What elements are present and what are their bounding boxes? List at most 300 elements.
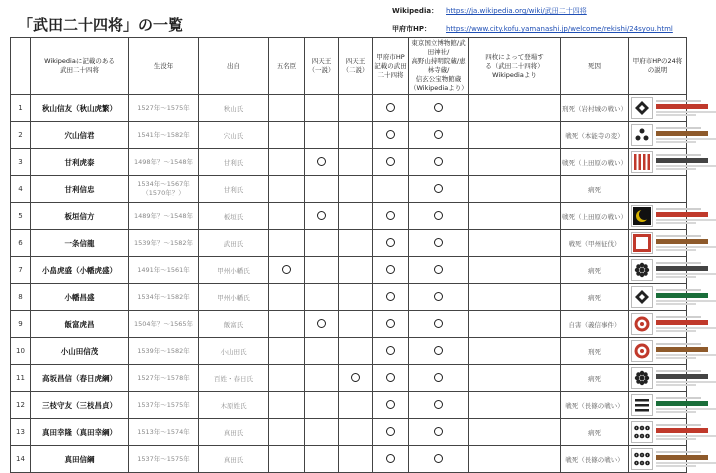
cell-name: 甘利虎泰 — [31, 149, 129, 176]
circle-mark-icon — [386, 130, 395, 139]
crest-ring-icon — [631, 340, 653, 362]
cell-both — [469, 338, 561, 365]
table-row — [11, 338, 687, 365]
cell-kofu — [373, 419, 409, 446]
table-row — [11, 446, 687, 473]
cell-museum — [409, 338, 469, 365]
cell-desc — [629, 284, 687, 311]
description-line — [656, 131, 708, 136]
cell-museum — [409, 392, 469, 419]
description-text-lines — [656, 343, 716, 359]
description-line — [656, 384, 696, 386]
cell-shiten2 — [339, 257, 373, 284]
cell-name: 三枝守友（三枝昌貞） — [31, 392, 129, 419]
circle-mark-icon — [386, 319, 395, 328]
cell-life: 1534年～1582年 — [129, 284, 199, 311]
circle-mark-icon — [434, 157, 443, 166]
cell-no: 1 — [11, 95, 31, 122]
cell-death: 自害（義信事件） — [561, 311, 629, 338]
cell-desc — [629, 419, 687, 446]
crest-flower-icon — [631, 367, 653, 389]
circle-mark-icon — [386, 211, 395, 220]
cell-shiten2 — [339, 284, 373, 311]
crest-flag-icon — [631, 232, 653, 254]
cell-life: 1489年？～1548年 — [129, 203, 199, 230]
description-line — [656, 262, 701, 264]
description-line — [656, 424, 701, 426]
circle-mark-icon — [317, 319, 326, 328]
cell-no: 5 — [11, 203, 31, 230]
cell-museum — [409, 446, 469, 473]
table-row — [11, 392, 687, 419]
circle-mark-icon — [386, 346, 395, 355]
description-thumbnail — [631, 420, 684, 444]
cell-museum — [409, 95, 469, 122]
description-text-lines — [656, 451, 716, 467]
description-line — [656, 320, 708, 325]
description-line — [656, 273, 716, 275]
cell-desc — [629, 392, 687, 419]
column-header-shiten2: 四天王 （二説） — [339, 38, 373, 95]
description-line — [656, 300, 716, 302]
cell-death: 刑死（岩村城の戦い） — [561, 95, 629, 122]
description-line — [656, 397, 701, 399]
cell-kofu — [373, 338, 409, 365]
cell-kofu — [373, 149, 409, 176]
cell-death: 戦死（長篠の戦い） — [561, 392, 629, 419]
cell-no: 7 — [11, 257, 31, 284]
cell-shiten2 — [339, 365, 373, 392]
cell-no: 13 — [11, 419, 31, 446]
cell-desc — [629, 176, 687, 203]
description-thumbnail — [631, 123, 684, 147]
cell-kofu — [373, 176, 409, 203]
circle-mark-icon — [351, 373, 360, 382]
description-line — [656, 347, 708, 352]
cell-kofu — [373, 311, 409, 338]
cell-origin: 穴山氏 — [199, 122, 269, 149]
cell-shiten2 — [339, 203, 373, 230]
column-header-museum: 東京国立博物館/武田神社/ 高野山持明院蔵/恵林寺蔵/ 信玄公宝物館蔵 （Wikipediaより） — [409, 38, 469, 95]
cell-life: 1527年～1575年 — [129, 95, 199, 122]
cell-origin: 秋山氏 — [199, 95, 269, 122]
description-text-lines — [656, 397, 716, 413]
description-thumbnail — [631, 96, 684, 120]
description-line — [656, 435, 716, 437]
cell-museum — [409, 176, 469, 203]
cell-shiten2 — [339, 230, 373, 257]
description-line — [656, 239, 708, 244]
crest-flower-icon — [631, 259, 653, 281]
column-header-both: 四枚によって登場す る（武田二十四将） Wikipediaより — [469, 38, 561, 95]
cell-shiten1 — [305, 230, 339, 257]
cell-museum — [409, 365, 469, 392]
cell-both — [469, 95, 561, 122]
crest-dots-icon — [631, 124, 653, 146]
crest-moon-icon — [631, 205, 653, 227]
description-text-lines — [656, 100, 716, 116]
cell-both — [469, 257, 561, 284]
cell-kofu — [373, 284, 409, 311]
cell-shiten2 — [339, 311, 373, 338]
table-row — [11, 419, 687, 446]
table-header-row — [11, 38, 687, 95]
cell-desc — [629, 203, 687, 230]
cell-shiten2 — [339, 176, 373, 203]
description-line — [656, 158, 708, 163]
description-text-lines — [656, 235, 716, 251]
cell-name: 小山田信茂 — [31, 338, 129, 365]
circle-mark-icon — [434, 211, 443, 220]
column-header-life: 生没年 — [129, 38, 199, 95]
column-header-desc: 甲府市HPの24将の説明 — [629, 38, 687, 95]
cell-kofu — [373, 203, 409, 230]
cell-both — [469, 284, 561, 311]
cell-death: 戦死（本能寺の変） — [561, 122, 629, 149]
circle-mark-icon — [386, 427, 395, 436]
cell-shiten2 — [339, 149, 373, 176]
circle-mark-icon — [434, 103, 443, 112]
description-line — [656, 451, 701, 453]
kofu-link[interactable]: https://www.city.kofu.yamanashi.jp/welcome/rekishi/24syou.html — [446, 25, 673, 33]
description-line — [656, 303, 696, 305]
description-line — [656, 408, 716, 410]
cell-death: 病死 — [561, 176, 629, 203]
cell-museum — [409, 311, 469, 338]
cell-gomyo — [269, 230, 305, 257]
description-thumbnail — [631, 447, 684, 471]
description-line — [656, 327, 716, 329]
crest-diamond-icon — [631, 286, 653, 308]
cell-gomyo — [269, 176, 305, 203]
circle-mark-icon — [434, 292, 443, 301]
crest-coins-icon — [631, 448, 653, 470]
cell-shiten1 — [305, 392, 339, 419]
cell-both — [469, 230, 561, 257]
cell-gomyo — [269, 203, 305, 230]
cell-gomyo — [269, 446, 305, 473]
description-line — [656, 330, 696, 332]
description-line — [656, 465, 696, 467]
description-thumbnail — [631, 393, 684, 417]
cell-museum — [409, 122, 469, 149]
crest-diamond-icon — [631, 97, 653, 119]
cell-origin: 板垣氏 — [199, 203, 269, 230]
cell-death: 刑死 — [561, 338, 629, 365]
column-header-death: 死因 — [561, 38, 629, 95]
description-thumbnail — [631, 285, 684, 309]
cell-origin: 真田氏 — [199, 419, 269, 446]
cell-kofu — [373, 230, 409, 257]
description-text-lines — [656, 289, 716, 305]
description-line — [656, 357, 696, 359]
circle-mark-icon — [317, 211, 326, 220]
cell-shiten2 — [339, 392, 373, 419]
description-line — [656, 219, 716, 221]
cell-gomyo — [269, 95, 305, 122]
cell-desc — [629, 149, 687, 176]
cell-origin: 甘利氏 — [199, 149, 269, 176]
cell-no: 11 — [11, 365, 31, 392]
cell-both — [469, 203, 561, 230]
cell-shiten2 — [339, 338, 373, 365]
cell-both — [469, 122, 561, 149]
cell-origin: 木原姓氏 — [199, 392, 269, 419]
description-thumbnail — [631, 231, 684, 255]
cell-shiten1 — [305, 203, 339, 230]
cell-name: 飯富虎昌 — [31, 311, 129, 338]
circle-mark-icon — [386, 454, 395, 463]
cell-kofu — [373, 446, 409, 473]
cell-kofu — [373, 392, 409, 419]
table-row — [11, 230, 687, 257]
table-row — [11, 311, 687, 338]
cell-museum — [409, 203, 469, 230]
circle-mark-icon — [386, 238, 395, 247]
cell-gomyo — [269, 284, 305, 311]
description-line — [656, 381, 716, 383]
circle-mark-icon — [386, 292, 395, 301]
crest-stripes-icon — [631, 151, 653, 173]
cell-shiten1 — [305, 365, 339, 392]
cell-death: 病死 — [561, 419, 629, 446]
cell-death: 病死 — [561, 365, 629, 392]
description-line — [656, 114, 696, 116]
cell-name: 甘利信忠 — [31, 176, 129, 203]
circle-mark-icon — [434, 373, 443, 382]
cell-origin: 真田氏 — [199, 446, 269, 473]
cell-desc — [629, 257, 687, 284]
description-line — [656, 212, 708, 217]
description-line — [656, 455, 708, 460]
cell-shiten1 — [305, 176, 339, 203]
circle-mark-icon — [434, 130, 443, 139]
column-header-shiten1: 四天王 （一説） — [305, 38, 339, 95]
description-line — [656, 141, 696, 143]
cell-name: 一条信龍 — [31, 230, 129, 257]
cell-life: 1498年？～1548年 — [129, 149, 199, 176]
cell-name: 秋山信友（秋山虎繁） — [31, 95, 129, 122]
circle-mark-icon — [434, 238, 443, 247]
cell-life: 1539年～1582年 — [129, 338, 199, 365]
table-row — [11, 122, 687, 149]
description-thumbnail — [631, 204, 684, 228]
cell-name: 穴山信君 — [31, 122, 129, 149]
cell-museum — [409, 284, 469, 311]
cell-gomyo — [269, 257, 305, 284]
cell-life: 1534年～1567年 （1570年？） — [129, 176, 199, 203]
cell-gomyo — [269, 338, 305, 365]
cell-life: 1527年～1578年 — [129, 365, 199, 392]
circle-mark-icon — [282, 265, 291, 274]
description-line — [656, 222, 696, 224]
cell-no: 3 — [11, 149, 31, 176]
cell-death: 戦死（上田原の戦い） — [561, 203, 629, 230]
cell-no: 10 — [11, 338, 31, 365]
description-line — [656, 438, 696, 440]
description-line — [656, 370, 701, 372]
cell-name: 板垣信方 — [31, 203, 129, 230]
cell-kofu — [373, 95, 409, 122]
column-header-origin: 出自 — [199, 38, 269, 95]
cell-origin: 甲州小幡氏 — [199, 284, 269, 311]
cell-desc — [629, 338, 687, 365]
description-thumbnail — [631, 366, 684, 390]
cell-both — [469, 392, 561, 419]
wikipedia-link[interactable]: https://ja.wikipedia.org/wiki/武田二十四将 — [446, 7, 587, 15]
cell-shiten1 — [305, 338, 339, 365]
cell-shiten2 — [339, 419, 373, 446]
circle-mark-icon — [434, 427, 443, 436]
circle-mark-icon — [386, 373, 395, 382]
cell-gomyo — [269, 365, 305, 392]
kofu-label: 甲府市HP： — [392, 25, 431, 33]
column-header-kofu: 甲府市HP 記載の武田 二十四将 — [373, 38, 409, 95]
description-thumbnail — [631, 258, 684, 282]
cell-shiten2 — [339, 122, 373, 149]
cell-name: 小畠虎盛（小幡虎盛） — [31, 257, 129, 284]
cell-desc — [629, 230, 687, 257]
cell-shiten2 — [339, 95, 373, 122]
cell-no: 6 — [11, 230, 31, 257]
cell-life: 1504年？～1565年 — [129, 311, 199, 338]
crest-bars-icon — [631, 394, 653, 416]
description-line — [656, 235, 701, 237]
description-text-lines — [656, 370, 716, 386]
description-line — [656, 249, 696, 251]
description-line — [656, 104, 708, 109]
kofu-link-row — [392, 20, 673, 38]
cell-gomyo — [269, 311, 305, 338]
cell-death: 戦死（長篠の戦い） — [561, 446, 629, 473]
description-text-lines — [656, 154, 716, 170]
cell-shiten1 — [305, 446, 339, 473]
column-header-name: Wikipediaに記載のある 武田二十四将 — [31, 38, 129, 95]
generals-table — [10, 37, 687, 473]
cell-museum — [409, 419, 469, 446]
wikipedia-label: Wikipedia： — [392, 7, 439, 15]
circle-mark-icon — [434, 265, 443, 274]
description-line — [656, 138, 716, 140]
table-row — [11, 176, 687, 203]
cell-shiten1 — [305, 257, 339, 284]
cell-origin: 百姓・春日氏 — [199, 365, 269, 392]
cell-life: 1491年～1561年 — [129, 257, 199, 284]
description-line — [656, 168, 696, 170]
cell-desc — [629, 311, 687, 338]
circle-mark-icon — [434, 454, 443, 463]
cell-both — [469, 446, 561, 473]
cell-no: 2 — [11, 122, 31, 149]
cell-kofu — [373, 365, 409, 392]
description-line — [656, 208, 701, 210]
circle-mark-icon — [434, 400, 443, 409]
cell-desc — [629, 122, 687, 149]
cell-life: 1537年～1575年 — [129, 446, 199, 473]
table-row — [11, 284, 687, 311]
description-text-lines — [656, 262, 716, 278]
page-title: 「武田二十四将」の一覧 — [18, 16, 184, 34]
cell-kofu — [373, 122, 409, 149]
cell-museum — [409, 149, 469, 176]
cell-life: 1541年～1582年 — [129, 122, 199, 149]
description-thumbnail — [631, 177, 684, 201]
cell-gomyo — [269, 392, 305, 419]
description-line — [656, 293, 708, 298]
table-row — [11, 203, 687, 230]
description-line — [656, 343, 701, 345]
cell-both — [469, 419, 561, 446]
cell-origin: 武田氏 — [199, 230, 269, 257]
cell-shiten1 — [305, 419, 339, 446]
table-row — [11, 365, 687, 392]
description-line — [656, 289, 701, 291]
description-text-lines — [656, 424, 716, 440]
cell-both — [469, 311, 561, 338]
cell-desc — [629, 95, 687, 122]
cell-both — [469, 176, 561, 203]
cell-death: 戦死（上田原の戦い） — [561, 149, 629, 176]
cell-desc — [629, 446, 687, 473]
column-header-no — [11, 38, 31, 95]
cell-museum — [409, 230, 469, 257]
cell-both — [469, 149, 561, 176]
description-line — [656, 127, 701, 129]
cell-life: 1539年？～1582年 — [129, 230, 199, 257]
cell-death: 病死 — [561, 257, 629, 284]
cell-no: 4 — [11, 176, 31, 203]
crest-ring-icon — [631, 313, 653, 335]
cell-shiten1 — [305, 95, 339, 122]
crest-coins-icon — [631, 421, 653, 443]
cell-gomyo — [269, 149, 305, 176]
cell-death: 病死 — [561, 284, 629, 311]
cell-museum — [409, 257, 469, 284]
circle-mark-icon — [434, 319, 443, 328]
reference-links — [392, 2, 673, 38]
cell-life: 1537年～1575年 — [129, 392, 199, 419]
description-line — [656, 428, 708, 433]
cell-kofu — [373, 257, 409, 284]
cell-both — [469, 365, 561, 392]
description-line — [656, 154, 701, 156]
column-header-gomyo: 五名臣 — [269, 38, 305, 95]
circle-mark-icon — [386, 157, 395, 166]
description-thumbnail — [631, 339, 684, 363]
cell-origin: 飯富氏 — [199, 311, 269, 338]
cell-name: 小幡昌盛 — [31, 284, 129, 311]
description-line — [656, 316, 701, 318]
description-line — [656, 354, 716, 356]
description-thumbnail — [631, 150, 684, 174]
circle-mark-icon — [434, 346, 443, 355]
cell-no: 8 — [11, 284, 31, 311]
cell-shiten1 — [305, 122, 339, 149]
circle-mark-icon — [386, 103, 395, 112]
wikipedia-link-row — [392, 2, 673, 20]
description-line — [656, 111, 716, 113]
description-line — [656, 462, 716, 464]
cell-gomyo — [269, 419, 305, 446]
cell-origin: 小山田氏 — [199, 338, 269, 365]
circle-mark-icon — [434, 184, 443, 193]
cell-shiten1 — [305, 311, 339, 338]
circle-mark-icon — [386, 400, 395, 409]
cell-gomyo — [269, 122, 305, 149]
description-line — [656, 100, 701, 102]
description-line — [656, 401, 708, 406]
description-line — [656, 276, 696, 278]
